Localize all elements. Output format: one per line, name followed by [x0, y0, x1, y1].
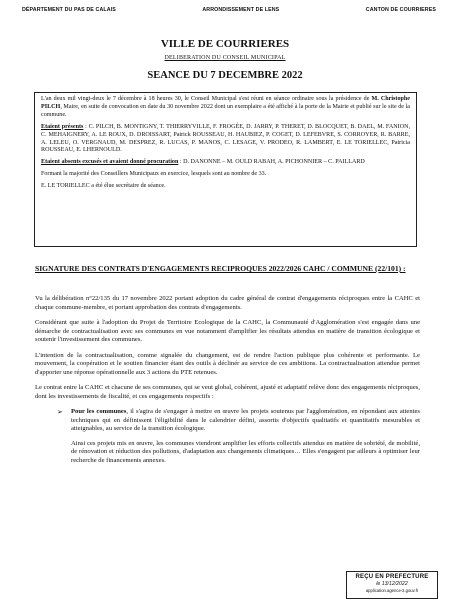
arrow-bullet-icon: ➢: [57, 408, 63, 416]
deliberation-body: [35, 295, 420, 472]
paragraph-ainsi: Ainsi ces projets mis en œuvre, les communes viendront amplifier les efforts collectifs attendus en matière de sobriété, de mobilité, de rénovation et réduction des pollutions, d'adaptation aux changements climatiques… Elles s'engagent par ailleurs à optimiser leur recherche de financements annexes.: [71, 439, 420, 464]
stamp-date: le 13/12/2022: [376, 581, 408, 587]
president-name: M. Christophe PILCH: [41, 96, 410, 110]
document-title: VILLE DE COURRIERES: [160, 38, 290, 50]
page-header: [22, 7, 436, 13]
stamp-title: REÇU EN PREFECTURE: [355, 574, 429, 580]
present-label: Etaient présents: [41, 123, 84, 130]
bullet-text: , il s'agira de s'engager à mettre en œuvre les projets soutenus par l'agglomération, en répondant aux attentes techniques qui en définissent l'éligibilité dans le calendrier défini, assortis d'objectifs qualitatifs et quantitatifs mesurables et atteignables, au service de la transition écologique.: [71, 408, 420, 432]
stamp-reference: application.agence-2.gouv.fr: [365, 588, 419, 593]
secretary-text: E. LE TORIELLEC a été élue secrétaire de séance.: [41, 183, 166, 190]
paragraph-considerant: Considérant que suite à l'adoption du Projet de Territoire Ecologique de la CAHC, la Communauté d'Agglomération s'est engagée dans une démarche de contractualisation avec ses communes en vue notamment d'amplifier les résultats attendus en matière de transition écologique et soutenir l'investissement des communes.: [35, 319, 420, 343]
quorum-text: Formant la majorité des Conseillers Municipaux en exercice, lesquels sont au nombre de 33.: [41, 171, 267, 178]
header-canton: CANTON DE COURRIERES: [365, 7, 436, 13]
session-date: SEANCE DU 7 DECEMBRE 2022: [147, 70, 303, 81]
paragraph-vu: Vu la délibération n°22/135 du 17 novembre 2022 portant adoption du cadre général de contrat d'engagements réciproques entre la CAHC et chaque commune-membre, et portant approbation des contrats d'engagements.: [35, 295, 420, 311]
present-paragraph: [41, 124, 410, 156]
document-subtitle: DELIBERATION DU CONSEIL MUNICIPAL: [164, 55, 286, 61]
intro-text-after: , Maire, en suite de convocation en date du 30 novembre 2022 dont un exemplaire a été affiché à la porte de la Mairie et publié sur le site de la commune.: [41, 103, 410, 118]
section-title: SIGNATURE DES CONTRATS D'ENGAGEMENTS RECIPROQUES 2022/2026 CAHC / COMMUNE (22/101) :: [35, 264, 406, 273]
intro-paragraph: [41, 96, 410, 120]
attendance-box: [34, 92, 417, 247]
header-arrondissement: ARRONDISSEMENT DE LENS: [202, 7, 280, 13]
absent-names: : D. DANONNE – M. OULD RABAH, A. PICHONNIER – C. PAILLARD: [178, 159, 365, 166]
bullet-lead: Pour les communes: [71, 408, 127, 415]
paragraph-intention: L'intention de la contractualisation, comme signalée du changement, est de rendre l'action publique plus cohérente et performante. Le mouvement, la coopération et le soutien financier étant des outils à déclinér au service de ces ambitions. La contractualisation attendue permet d'apporter une réponse opérationnelle aux 3 actions du PTE retenues.: [35, 351, 420, 376]
header-department: DÉPARTEMENT DU PAS DE CALAIS: [22, 7, 116, 13]
absent-paragraph: [41, 159, 410, 167]
bullet-communes: [57, 408, 420, 434]
intro-text-before: L'an deux mil vingt-deux le 7 décembre à 18 heures 30, le Conseil Municipal s'est réuni en séance ordinaire sous la présidence de: [41, 96, 372, 102]
prefecture-stamp: [346, 571, 438, 599]
absent-label: Etaient absents excusés et avaient donné procuration: [41, 159, 179, 166]
present-names: : C. PILCH, B. MONTIGNY, T. THIERRYVILLE, F. FROGÉE, D. JARRY, P. THERET, D. BLOCQUET, B. DAEL, M. FANION, C. MEHAIGNERY, A. LE ROUX, D. DROISSART, Patrick ROUSSEAU, H. HAUBIEZ, P. COGET, D. LEFEBVRE, S. CORROYER, R. BARRE, A. LELEU, O. VERGNAUD, M. DESPREZ, R. LUCAS, P. MANOS, C. LESAGE, V. PRODEO, R. LAMBERT, E. LE TORIELLEC, Patricia ROUSSEAU, E. LHERNOULD.: [41, 123, 410, 154]
paragraph-contrat: Le contrat entre la CAHC et chacune de ses communes, qui se veut global, cohérent, ajusté et adaptatif relève donc des engagements réciproques, dont les investissements de fiscalité, et ces engagements respectifs :: [35, 384, 420, 400]
